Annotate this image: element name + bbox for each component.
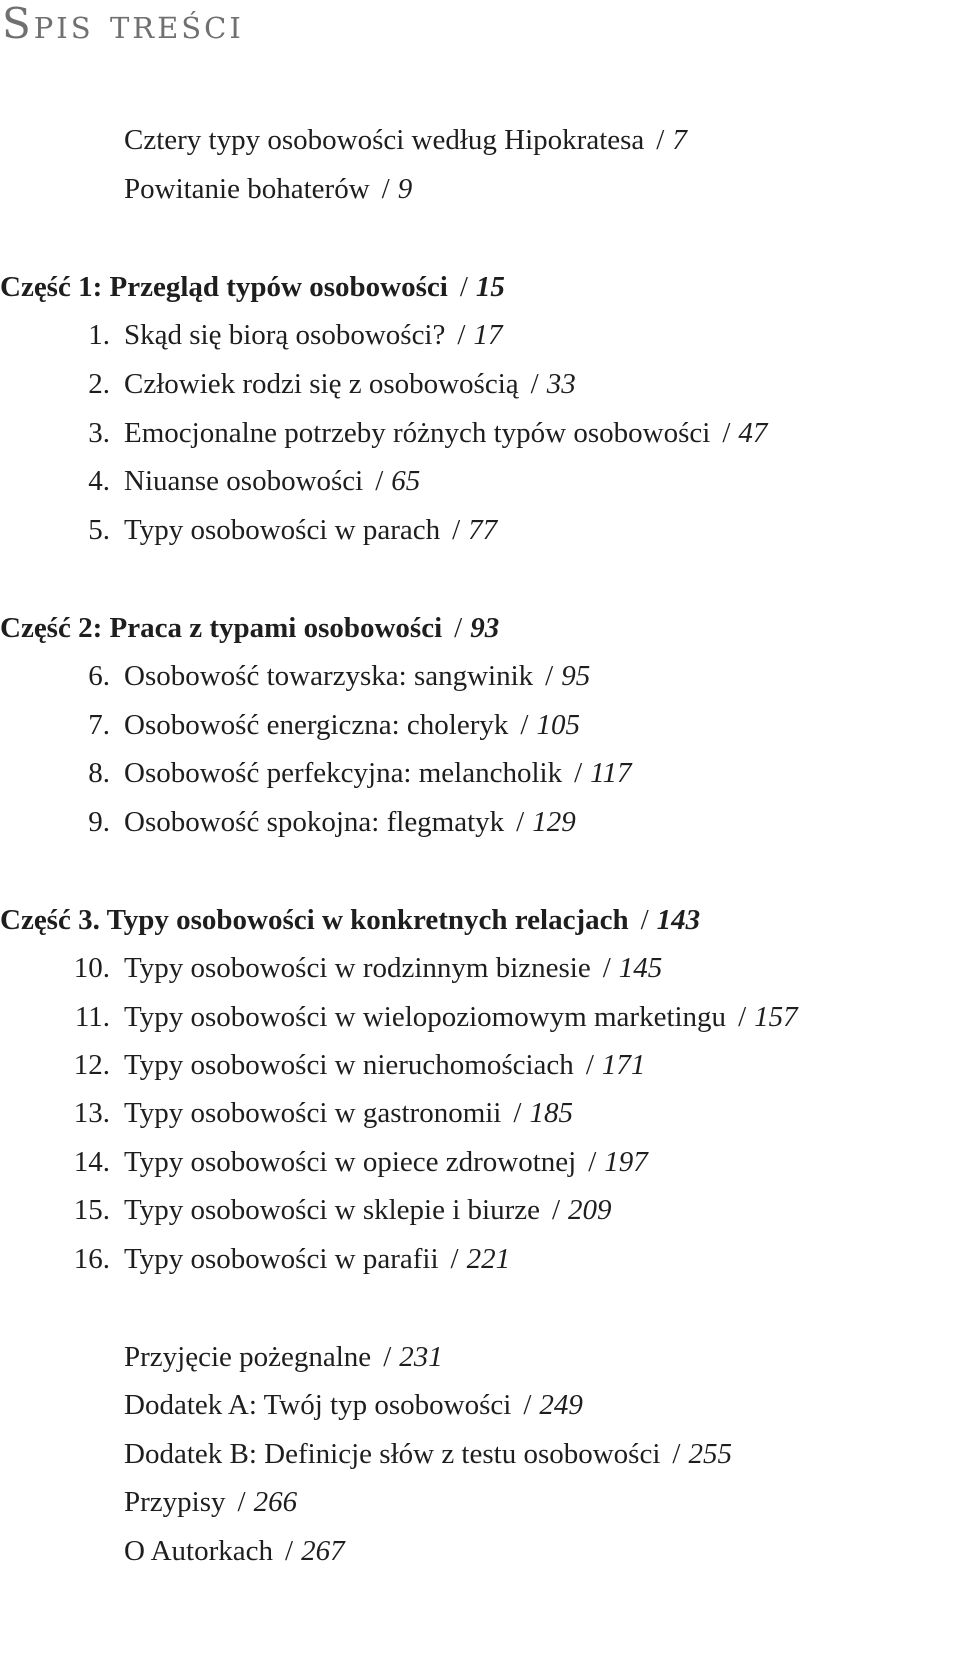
entry-page: 9 [397, 173, 413, 205]
toc-entry-front-2 [124, 169, 412, 209]
entry-page: 266 [253, 1486, 298, 1518]
part-page: 15 [475, 271, 505, 303]
toc-chapter-5 [0, 510, 497, 550]
chapter-title: Typy osobowości w rodzinnym biznesie [124, 952, 591, 984]
chapter-number: 12. [73, 1049, 110, 1081]
entry-separator: / [530, 368, 539, 400]
toc-chapter-7 [0, 705, 580, 745]
chapter-page: 17 [473, 319, 503, 351]
entry-page: 267 [301, 1535, 345, 1567]
chapter-number: 15. [73, 1194, 110, 1226]
entry-separator: / [551, 1194, 561, 1226]
chapter-page: 221 [466, 1243, 511, 1275]
chapter-number: 6. [88, 660, 110, 692]
chapter-page: 209 [568, 1194, 612, 1226]
toc-chapter-9 [0, 802, 576, 842]
chapter-page: 117 [590, 757, 632, 789]
toc-chapter-13 [0, 1093, 573, 1133]
toc-entry-back-2 [124, 1385, 583, 1425]
entry-separator: / [285, 1535, 294, 1567]
chapter-title: Typy osobowości w gastronomii [124, 1097, 502, 1129]
chapter-title: Typy osobowości w sklepie i biurze [124, 1194, 540, 1226]
entry-separator: / [516, 806, 525, 838]
entry-separator: / [656, 124, 665, 156]
chapter-page: 197 [604, 1146, 648, 1178]
toc-entry-back-4 [124, 1482, 297, 1522]
chapter-page: 65 [391, 465, 421, 497]
chapter-title: Osobowość spokojna: flegmatyk [124, 806, 505, 838]
page-title: Spis treści [2, 0, 244, 48]
toc-entry-back-5 [124, 1531, 345, 1571]
chapter-title: Typy osobowości w opiece zdrowotnej [124, 1146, 577, 1178]
toc-chapter-15 [0, 1190, 612, 1230]
toc-entry-back-1 [124, 1337, 443, 1377]
toc-chapter-3 [0, 413, 767, 453]
chapter-page: 157 [754, 1001, 798, 1033]
chapter-title: Typy osobowości w parach [124, 514, 441, 546]
entry-title: Przyjęcie pożegnalne [124, 1341, 372, 1373]
chapter-number: 4. [88, 465, 110, 497]
part-page: 143 [656, 904, 701, 936]
entry-separator: / [588, 1146, 597, 1178]
chapter-page: 105 [536, 709, 580, 741]
chapter-title: Osobowość perfekcyjna: melancholik [124, 757, 563, 789]
entry-separator: / [738, 1001, 747, 1033]
toc-chapter-10 [0, 948, 662, 988]
chapter-title: Osobowość towarzyska: sangwinik [124, 660, 534, 692]
entry-page: 255 [688, 1438, 732, 1470]
toc-chapter-2 [0, 364, 576, 404]
chapter-page: 47 [738, 417, 768, 449]
entry-separator: / [545, 660, 554, 692]
entry-title: Przypisy [124, 1486, 226, 1518]
entry-separator: / [452, 514, 461, 546]
entry-separator: / [375, 465, 384, 497]
entry-title: O Autorkach [124, 1535, 273, 1567]
entry-title: Cztery typy osobowości według Hipokratesa [124, 124, 645, 156]
chapter-page: 95 [561, 660, 591, 692]
entry-separator: / [523, 1389, 532, 1421]
toc-entry-front-1 [124, 120, 687, 160]
chapter-title: Typy osobowości w parafii [124, 1243, 439, 1275]
entry-separator: / [237, 1486, 246, 1518]
toc-chapter-16 [0, 1239, 510, 1279]
entry-title: Powitanie bohaterów [124, 173, 370, 205]
toc-chapter-4 [0, 461, 420, 501]
chapter-title: Niuanse osobowości [124, 465, 364, 497]
entry-separator: / [602, 952, 611, 984]
toc-chapter-6 [0, 656, 590, 696]
chapter-number: 11. [74, 1001, 110, 1033]
toc-part-3 [0, 900, 700, 940]
chapter-number: 3. [88, 417, 110, 449]
chapter-page: 33 [546, 368, 576, 400]
entry-separator: / [640, 904, 649, 936]
chapter-number: 13. [73, 1097, 110, 1129]
chapter-number: 2. [88, 368, 110, 400]
toc-chapter-14 [0, 1142, 648, 1182]
entry-separator: / [722, 417, 731, 449]
entry-separator: / [520, 709, 529, 741]
chapter-page: 129 [532, 806, 576, 838]
toc-chapter-12 [0, 1045, 645, 1085]
chapter-title: Osobowość energiczna: choleryk [124, 709, 509, 741]
chapter-number: 14. [73, 1146, 110, 1178]
chapter-title: Człowiek rodzi się z osobowością [124, 368, 519, 400]
entry-separator: / [672, 1438, 681, 1470]
chapter-number: 10. [73, 952, 110, 984]
entry-separator: / [457, 319, 466, 351]
chapter-number: 16. [73, 1243, 110, 1275]
chapter-page: 77 [468, 514, 498, 546]
toc-chapter-1 [0, 315, 502, 355]
chapter-number: 8. [88, 757, 110, 789]
chapter-number: 7. [88, 709, 110, 741]
entry-title: Dodatek A: Twój typ osobowości [124, 1389, 512, 1421]
chapter-number: 1. [88, 319, 110, 351]
entry-separator: / [454, 612, 463, 644]
entry-separator: / [383, 1341, 392, 1373]
part-title: Część 1: Przegląd typów osobowości [0, 271, 448, 303]
toc-chapter-11 [0, 997, 798, 1037]
chapter-page: 185 [529, 1097, 573, 1129]
chapter-number: 9. [88, 806, 110, 838]
entry-separator: / [450, 1243, 459, 1275]
toc-entry-back-3 [124, 1434, 732, 1474]
toc-part-2 [0, 608, 499, 648]
part-page: 93 [470, 612, 500, 644]
chapter-title: Skąd się biorą osobowości? [124, 319, 446, 351]
entry-separator: / [574, 757, 583, 789]
chapter-title: Typy osobowości w nieruchomościach [124, 1049, 574, 1081]
entry-separator: / [585, 1049, 594, 1081]
entry-separator: / [381, 173, 390, 205]
part-title: Część 2: Praca z typami osobowości [0, 612, 443, 644]
toc-part-1 [0, 267, 505, 307]
chapter-title: Emocjonalne potrzeby różnych typów osobowości [124, 417, 711, 449]
chapter-title: Typy osobowości w wielopoziomowym marketingu [124, 1001, 727, 1033]
entry-title: Dodatek B: Definicje słów z testu osobowości [124, 1438, 661, 1470]
entry-page: 231 [399, 1341, 443, 1373]
entry-separator: / [513, 1097, 522, 1129]
chapter-page: 171 [601, 1049, 646, 1081]
part-title: Część 3. Typy osobowości w konkretnych relacjach [0, 904, 629, 936]
chapter-page: 145 [618, 952, 663, 984]
entry-page: 7 [672, 124, 687, 156]
entry-page: 249 [539, 1389, 583, 1421]
entry-separator: / [459, 271, 468, 303]
chapter-number: 5. [88, 514, 110, 546]
toc-chapter-8 [0, 753, 632, 793]
